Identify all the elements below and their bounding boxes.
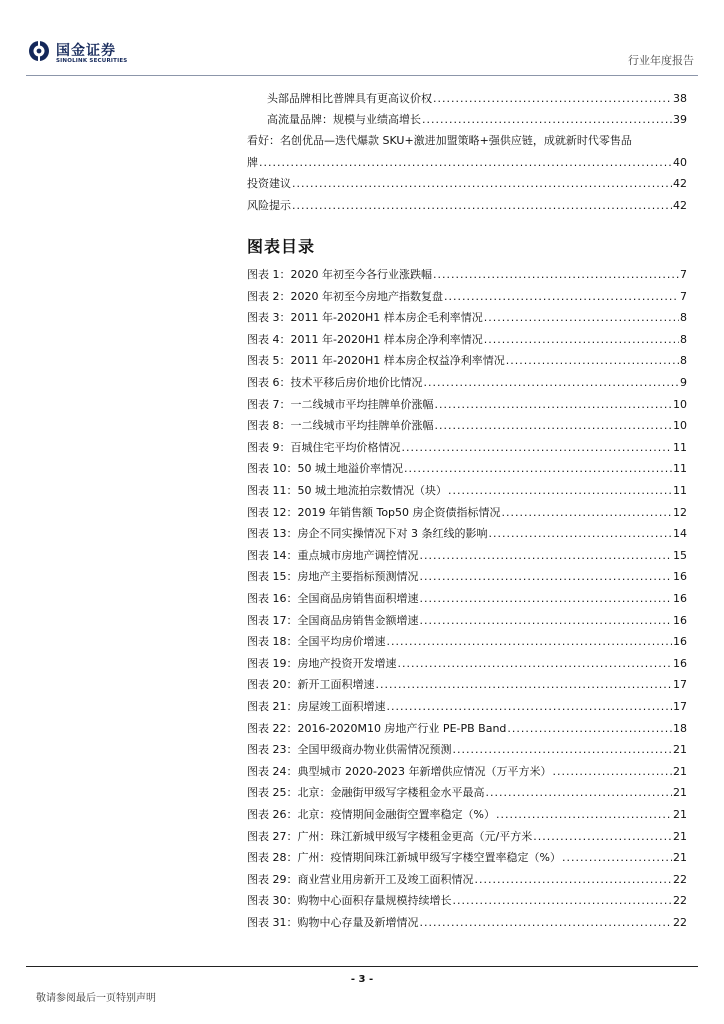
page-header bbox=[26, 36, 698, 76]
toc-entry-page: 42 bbox=[673, 199, 687, 212]
figure-entry-label: 图表 1：2020 年初至今各行业涨跌幅 bbox=[247, 268, 432, 281]
figure-entry[interactable] bbox=[247, 720, 687, 736]
figure-entry-label: 图表 17：全国商品房销售金额增速 bbox=[247, 613, 419, 627]
figure-entry[interactable] bbox=[247, 396, 687, 412]
figure-entry-label: 图表 31：购物中心存量及新增情况 bbox=[247, 916, 419, 929]
figure-entry-label: 图表 22：2016-2020M10 房地产行业 PE-PB Band bbox=[247, 721, 507, 735]
figure-entry-label: 图表 20：新开工面积增速 bbox=[247, 678, 375, 692]
figure-entry[interactable] bbox=[247, 612, 687, 628]
figure-entry-label: 图表 27：广州：珠江新城甲级写字楼租金更高（元/平方米 bbox=[247, 829, 533, 843]
figure-entry[interactable] bbox=[247, 568, 687, 584]
figure-entry-page: 21 bbox=[673, 829, 687, 843]
figure-entry-label: 图表 21：房屋竣工面积增速 bbox=[247, 700, 386, 713]
figure-entry-label: 图表 9：百城住宅平均价格情况 bbox=[247, 440, 401, 454]
leader-dots bbox=[507, 722, 672, 735]
leader-dots bbox=[475, 873, 673, 886]
figure-entry-page: 17 bbox=[673, 678, 687, 692]
figure-entry-page: 9 bbox=[680, 376, 687, 389]
figure-entry[interactable] bbox=[247, 806, 687, 822]
figure-entry[interactable] bbox=[247, 374, 687, 390]
figure-entry-label: 图表 12：2019 年销售额 Top50 房企资债指标情况 bbox=[247, 505, 501, 519]
leader-dots bbox=[506, 354, 679, 367]
figure-entry[interactable] bbox=[247, 309, 687, 325]
figure-entry-page: 8 bbox=[680, 311, 687, 325]
leader-dots bbox=[435, 398, 673, 411]
figure-entry[interactable] bbox=[247, 504, 687, 520]
figure-entry-label: 图表 29：商业营业用房新开工及竣工面积情况 bbox=[247, 872, 474, 886]
figure-entry-page: 16 bbox=[673, 656, 687, 670]
figure-entry-label: 图表 15：房地产主要指标预测情况 bbox=[247, 570, 419, 584]
figure-entry-label: 图表 14：重点城市房地产调控情况 bbox=[247, 548, 419, 562]
figure-entry-page: 7 bbox=[680, 268, 687, 281]
figure-entry-page: 22 bbox=[673, 872, 687, 886]
figure-entry[interactable] bbox=[247, 763, 687, 779]
figure-entry-page: 16 bbox=[673, 570, 687, 584]
leader-dots bbox=[502, 506, 672, 519]
figure-entry-page: 21 bbox=[673, 808, 687, 821]
toc-entry[interactable] bbox=[247, 197, 687, 213]
figure-entry-page: 11 bbox=[673, 440, 687, 454]
figure-entry-page: 11 bbox=[673, 462, 687, 476]
figure-entry-page: 14 bbox=[673, 527, 687, 541]
toc-entry-page: 39 bbox=[673, 113, 687, 126]
leader-dots bbox=[422, 113, 672, 126]
figure-list bbox=[247, 266, 687, 932]
leader-dots bbox=[420, 570, 673, 583]
figure-entry[interactable] bbox=[247, 547, 687, 563]
leader-dots bbox=[435, 419, 673, 432]
figure-entry[interactable] bbox=[247, 633, 687, 649]
figure-entry-label: 图表 18：全国平均房价增速 bbox=[247, 635, 386, 649]
figure-entry[interactable] bbox=[247, 417, 687, 433]
leader-dots bbox=[387, 700, 673, 713]
figure-entry-page: 18 bbox=[673, 721, 687, 735]
leader-dots bbox=[398, 657, 673, 670]
leader-dots bbox=[484, 333, 679, 346]
figure-entry-label: 图表 5：2011 年-2020H1 样本房企权益净利率情况 bbox=[247, 354, 505, 368]
toc-top-section bbox=[247, 90, 687, 215]
leader-dots bbox=[488, 527, 672, 540]
figure-entry-page: 21 bbox=[673, 743, 687, 757]
figure-entry-page: 17 bbox=[673, 700, 687, 713]
leader-dots bbox=[453, 743, 673, 756]
leader-dots bbox=[402, 441, 673, 454]
leader-dots bbox=[259, 156, 672, 169]
figure-entry[interactable] bbox=[247, 676, 687, 692]
toc-entry[interactable] bbox=[247, 154, 687, 170]
figure-entry[interactable] bbox=[247, 439, 687, 455]
figure-entry[interactable] bbox=[247, 590, 687, 606]
leader-dots bbox=[376, 678, 673, 691]
figure-entry-label: 图表 16：全国商品房销售面积增速 bbox=[247, 592, 419, 605]
figure-entry[interactable] bbox=[247, 828, 687, 844]
footer-divider bbox=[26, 966, 698, 967]
figure-entry[interactable] bbox=[247, 266, 687, 282]
leader-dots bbox=[292, 177, 672, 190]
toc-entry-label: 高流量品牌：规模与业绩高增长 bbox=[267, 113, 421, 126]
sinolink-logo-icon bbox=[28, 40, 50, 62]
figure-entry-page: 16 bbox=[673, 613, 687, 627]
leader-dots bbox=[453, 894, 673, 907]
figure-entry[interactable] bbox=[247, 698, 687, 714]
figure-entry[interactable] bbox=[247, 288, 687, 304]
figure-entry[interactable] bbox=[247, 525, 687, 541]
figure-entry-label: 图表 23：全国甲级商办物业供需情况预测 bbox=[247, 743, 452, 757]
figure-entry-label: 图表 25：北京：金融街甲级写字楼租金水平最高 bbox=[247, 786, 485, 800]
figure-entry-page: 7 bbox=[680, 289, 687, 303]
figure-entry-label: 图表 24：典型城市 2020-2023 年新增供应情况（万平方米） bbox=[247, 764, 552, 778]
leader-dots bbox=[484, 311, 679, 324]
toc-entry[interactable] bbox=[247, 175, 687, 191]
toc-entry-label: 投资建议 bbox=[247, 177, 291, 190]
header-divider bbox=[26, 75, 698, 76]
figure-entry-page: 10 bbox=[673, 419, 687, 433]
leader-dots bbox=[420, 614, 673, 627]
figure-entry[interactable] bbox=[247, 482, 687, 498]
toc-entry-label-line1: 看好：名创优品—迭代爆款 SKU+激进加盟策略+强供应链，成就新时代零售品 bbox=[247, 134, 632, 147]
figure-entry-page: 21 bbox=[673, 786, 687, 800]
leader-dots bbox=[552, 765, 672, 778]
leader-dots bbox=[404, 462, 672, 475]
toc-entry-label: 牌 bbox=[247, 156, 258, 169]
figure-entry-page: 16 bbox=[673, 635, 687, 649]
figure-entry-page: 8 bbox=[680, 354, 687, 368]
figure-entry-page: 10 bbox=[673, 397, 687, 411]
toc-entry-label: 头部品牌相比普牌具有更高议价权 bbox=[267, 92, 432, 105]
figure-entry-label: 图表 28：广州：疫情期间珠江新城甲级写字楼空置率稳定（%） bbox=[247, 851, 561, 865]
figure-entry-label: 图表 26：北京：疫情期间金融街空置率稳定（%） bbox=[247, 808, 495, 821]
figure-entry-label: 图表 8：一二线城市平均挂牌单价涨幅 bbox=[247, 419, 434, 433]
leader-dots bbox=[433, 92, 672, 105]
figure-entry-label: 图表 2：2020 年初至今房地产指数复盘 bbox=[247, 289, 443, 303]
logo-chinese-name: 国金证券 bbox=[56, 43, 116, 59]
figure-entry[interactable] bbox=[247, 655, 687, 671]
figure-entry-page: 22 bbox=[673, 894, 687, 908]
figure-entry-label: 图表 30：购物中心面积存量规模持续增长 bbox=[247, 894, 452, 908]
leader-dots bbox=[448, 484, 672, 497]
figure-entry-page: 15 bbox=[673, 548, 687, 562]
toc-entry-page: 42 bbox=[673, 177, 687, 190]
toc-entry[interactable] bbox=[267, 90, 687, 106]
leader-dots bbox=[387, 635, 673, 648]
toc-entry-page: 40 bbox=[673, 156, 687, 169]
logo-english-name: SINOLINK SECURITIES bbox=[56, 58, 128, 64]
figure-entry-page: 8 bbox=[680, 332, 687, 346]
leader-dots bbox=[424, 376, 680, 389]
figure-entry[interactable] bbox=[247, 914, 687, 930]
figure-entry[interactable] bbox=[247, 892, 687, 908]
figure-entry-page: 11 bbox=[673, 484, 687, 497]
figure-entry-page: 12 bbox=[673, 505, 687, 519]
report-type: 行业年度报告 bbox=[628, 54, 694, 67]
figure-entry-label: 图表 4：2011 年-2020H1 样本房企净利率情况 bbox=[247, 332, 483, 346]
figure-entry-label: 图表 11：50 城土地流拍宗数情况（块） bbox=[247, 484, 447, 497]
toc-entry[interactable] bbox=[267, 111, 687, 127]
figure-entry-page: 21 bbox=[673, 851, 687, 865]
page-number: - 3 - bbox=[350, 974, 374, 985]
figure-entry[interactable] bbox=[247, 741, 687, 757]
figure-entry[interactable] bbox=[247, 784, 687, 800]
leader-dots bbox=[292, 199, 672, 212]
figure-entry-page: 16 bbox=[673, 592, 687, 605]
figure-entry-page: 21 bbox=[673, 764, 687, 778]
figure-entry[interactable] bbox=[247, 331, 687, 347]
figure-entry[interactable] bbox=[247, 871, 687, 887]
figure-entry-label: 图表 19：房地产投资开发增速 bbox=[247, 656, 397, 670]
leader-dots bbox=[562, 851, 672, 864]
leader-dots bbox=[420, 549, 673, 562]
figure-entry[interactable] bbox=[247, 352, 687, 368]
figures-section-title: 图表目录 bbox=[247, 237, 316, 256]
figure-entry[interactable] bbox=[247, 849, 687, 865]
disclaimer-note: 敬请参阅最后一页特别声明 bbox=[36, 993, 156, 1004]
leader-dots bbox=[496, 808, 672, 821]
leader-dots bbox=[444, 290, 679, 303]
figure-entry-label: 图表 6：技术平移后房价地价比情况 bbox=[247, 376, 423, 389]
figure-entry[interactable] bbox=[247, 460, 687, 476]
leader-dots bbox=[420, 592, 673, 605]
toc-entry-page: 38 bbox=[673, 92, 687, 105]
figure-entry-label: 图表 10：50 城土地溢价率情况 bbox=[247, 462, 403, 476]
leader-dots bbox=[433, 268, 679, 281]
figure-entry-label: 图表 13：房企不同实操情况下对 3 条红线的影响 bbox=[247, 527, 488, 541]
figure-entry-label: 图表 7：一二线城市平均挂牌单价涨幅 bbox=[247, 397, 434, 411]
leader-dots bbox=[486, 786, 673, 799]
toc-entry-label: 风险提示 bbox=[247, 199, 291, 212]
leader-dots bbox=[533, 830, 672, 843]
figure-entry-label: 图表 3：2011 年-2020H1 样本房企毛利率情况 bbox=[247, 311, 483, 325]
figure-entry-page: 22 bbox=[673, 916, 687, 929]
leader-dots bbox=[420, 916, 673, 929]
